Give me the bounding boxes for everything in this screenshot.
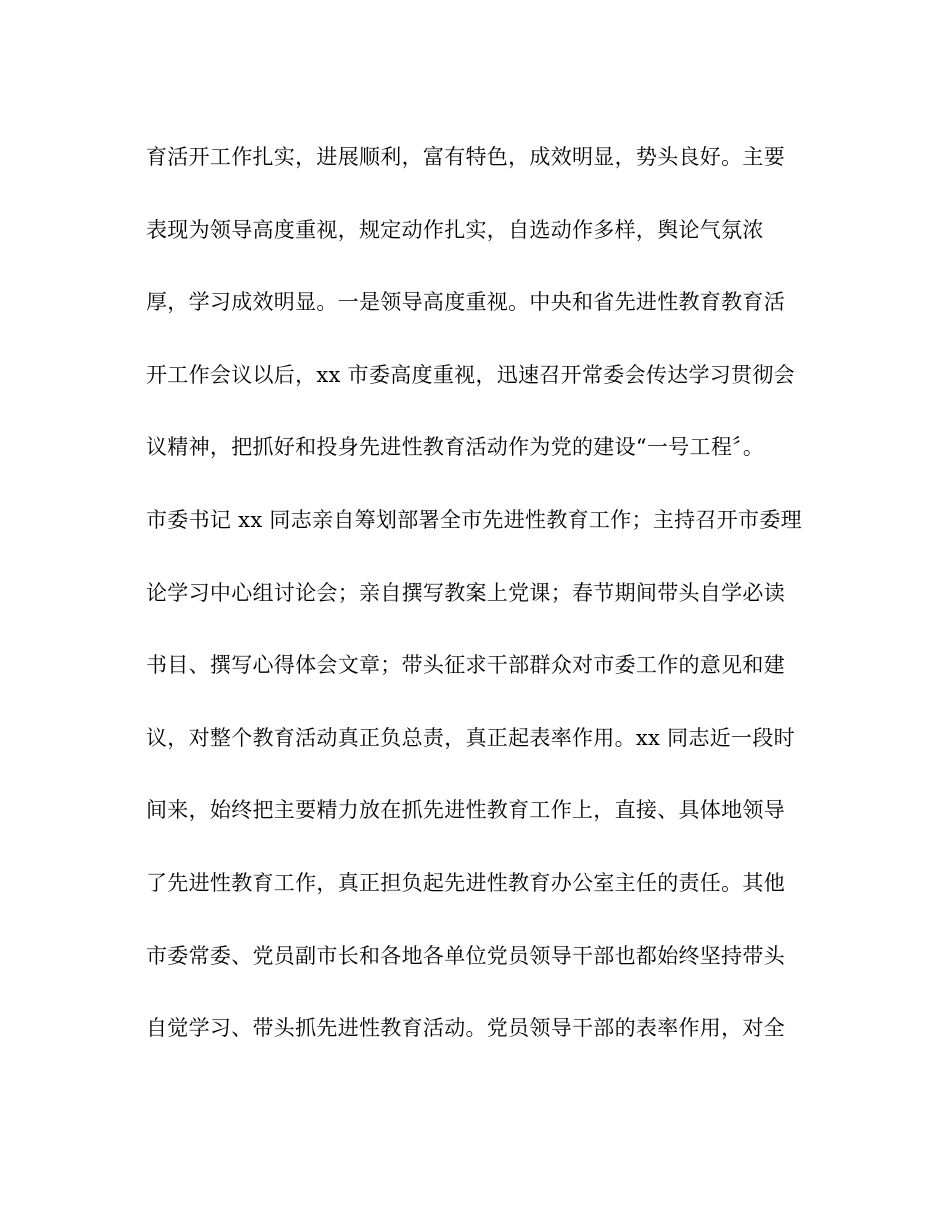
text-line: 了先进性教育工作，真正担负起先进性教育办公室主任的责任。其他: [146, 870, 785, 895]
text-line: 开工作会议以后，xx 市委高度重视，迅速召开常委会传达学习贯彻会: [146, 362, 795, 387]
text-line: 厚，学习成效明显。一是领导高度重视。中央和省先进性教育教育活: [146, 290, 785, 315]
text-line: 议，对整个教育活动真正负总责，真正起表率作用。xx 同志近一段时: [146, 725, 795, 750]
body-text: [146, 136, 816, 1080]
text-line: 自觉学习、带头抓先进性教育活动。党员领导干部的表率作用，对全: [146, 1016, 785, 1041]
text-line: 育活开工作扎实，进展顺利，富有特色，成效明显，势头良好。主要: [146, 145, 785, 169]
text-line: 间来，始终把主要精力放在抓先进性教育工作上，直接、具体地领导: [146, 798, 785, 823]
text-line: 论学习中心组讨论会；亲自撰写教案上党课；春节期间带头自学必读: [146, 580, 785, 605]
text-line: 市委书记 xx 同志亲自筹划部署全市先进性教育工作；主持召开市委理: [146, 507, 802, 532]
text-line: 表现为领导高度重视，规定动作扎实，自选动作多样，舆论气氛浓: [146, 217, 764, 242]
text-line: 市委常委、党员副市长和各地各单位党员领导干部也都始终坚持带头: [146, 943, 785, 968]
text-line: 书目、撰写心得体会文章；带头征求干部群众对市委工作的意见和建: [146, 653, 785, 678]
text-line: 议精神，把抓好和投身先进性教育活动作为党的建设“一号工程〞。: [146, 435, 765, 460]
